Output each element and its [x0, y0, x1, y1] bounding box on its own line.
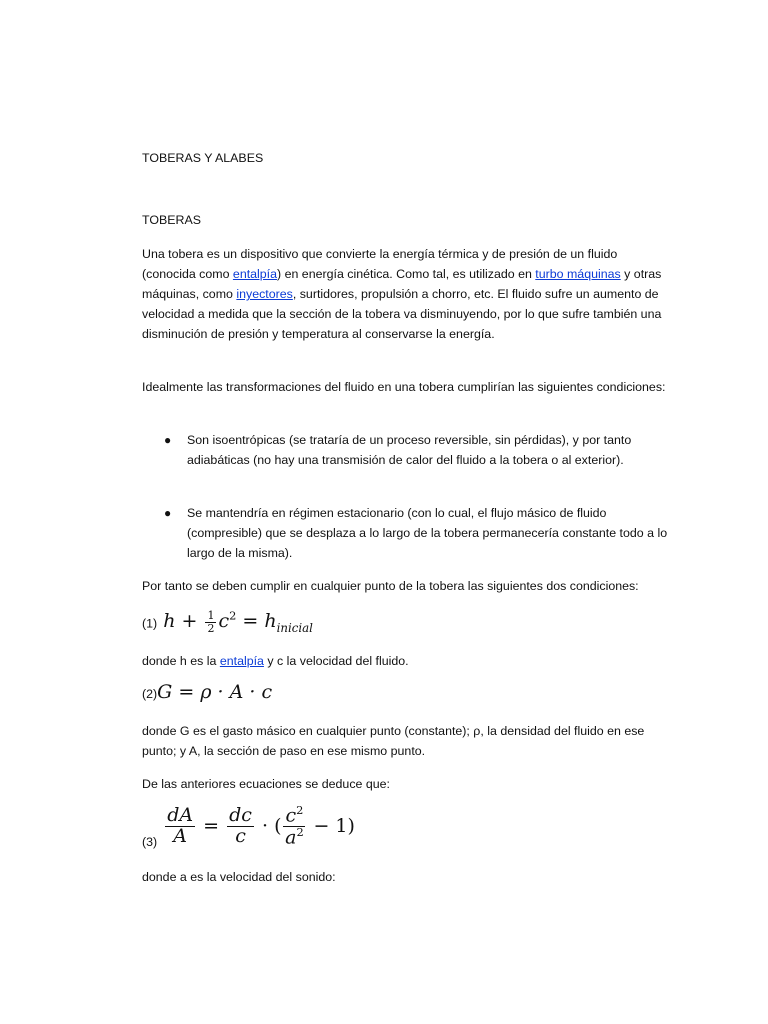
paragraph-deduce: De las anteriores ecuaciones se deduce que:	[142, 777, 390, 791]
paragraph-two-conditions: Por tanto se deben cumplir en cualquier punto de la tobera las siguientes dos condiciones:	[142, 579, 639, 593]
math-symbol: c	[285, 804, 297, 827]
document-title: TOBERAS Y ALABES	[142, 151, 264, 165]
bullet-icon: ●	[164, 433, 172, 447]
fraction-dA-A	[165, 806, 195, 847]
equation-number: (2)	[142, 687, 158, 701]
bullet-text: Son isoentrópicas (se trataría de un proceso reversible, sin pérdidas), y por tanto adiabáticas (no hay una transmisión de calor del fluido a la tobera o al exterior).	[187, 433, 632, 467]
text-run: Una tobera es un dispositivo que convierte la energía térmica y de presión de un fluido (conocida como	[142, 247, 618, 281]
math-expression: G = ρ · A · c	[157, 681, 273, 703]
math-subscript: inicial	[276, 621, 313, 636]
equation-1	[142, 606, 313, 638]
fraction-denominator: c	[235, 825, 246, 848]
math-symbol: h	[264, 610, 277, 633]
math-symbol: h	[163, 610, 176, 633]
link-entalpia-2[interactable]: entalpía	[219, 654, 264, 668]
fraction-numerator: dc	[229, 804, 252, 827]
math-symbol: c	[218, 610, 230, 633]
paragraph-gasto-def: donde G es el gasto másico en cualquier punto (constante); ρ, la densidad del fluido en ese punto; y A, la sección de paso en ese mismo punto.	[142, 724, 645, 758]
paragraph-intro	[142, 244, 672, 344]
fraction-c2-a2	[283, 805, 305, 849]
math-operator: =	[242, 610, 259, 633]
math-operator: =	[203, 814, 220, 837]
math-paren: (	[274, 814, 282, 837]
text-run: y otras máquinas, como	[142, 267, 662, 301]
bullet-icon: ●	[164, 506, 172, 520]
link-inyectores[interactable]: inyectores	[236, 287, 293, 301]
paragraph-conditions: Idealmente las transformaciones del fluido en una tobera cumplirían las siguientes condiciones:	[142, 380, 666, 394]
math-exponent: 2	[229, 609, 237, 623]
fraction-numerator: dA	[167, 804, 194, 827]
fraction-numerator: 1	[207, 609, 215, 623]
equation-3	[142, 805, 355, 852]
equation-2	[142, 682, 272, 704]
paragraph-entalpia-def	[142, 651, 672, 671]
math-symbol: a	[285, 826, 297, 849]
text-run: , surtidores, propulsión a chorro, etc. El fluido sufre un aumento de velocidad a medida que la sección de la tobera va disminuyendo, por lo que sufre también una disminución de presión y temperatura al conservarse la energía.	[142, 287, 662, 341]
fraction-denominator: 2	[207, 621, 215, 635]
math-paren: )	[347, 814, 355, 837]
math-operator: −	[313, 814, 330, 837]
fraction-one-half	[205, 610, 216, 634]
math-operator: +	[181, 610, 198, 633]
fraction-denominator: A	[173, 825, 188, 848]
math-number: 1	[335, 814, 348, 837]
text-run: donde h es la	[142, 654, 220, 668]
text-run: ) en energía cinética. Como tal, es utilizado en	[277, 267, 536, 281]
link-entalpia[interactable]: entalpía	[232, 267, 278, 281]
equation-number: (1)	[142, 616, 158, 631]
math-operator: ·	[261, 814, 269, 837]
bullet-text: Se mantendría en régimen estacionario (con lo cual, el flujo másico de fluido (compresible) que se desplaza a lo largo de la tobera permanecería constante todo a lo largo de la misma).	[187, 506, 668, 560]
fraction-dc-c	[227, 806, 254, 847]
link-turbo-maquinas[interactable]: turbo máquinas	[535, 267, 621, 281]
math-exponent: 2	[296, 825, 304, 840]
equation-number: (3)	[142, 834, 158, 849]
text-run: y c la velocidad del fluido.	[263, 654, 409, 668]
paragraph-sound-speed: donde a es la velocidad del sonido:	[142, 870, 336, 884]
math-exponent: 2	[296, 803, 304, 817]
section-heading: TOBERAS	[142, 213, 201, 227]
